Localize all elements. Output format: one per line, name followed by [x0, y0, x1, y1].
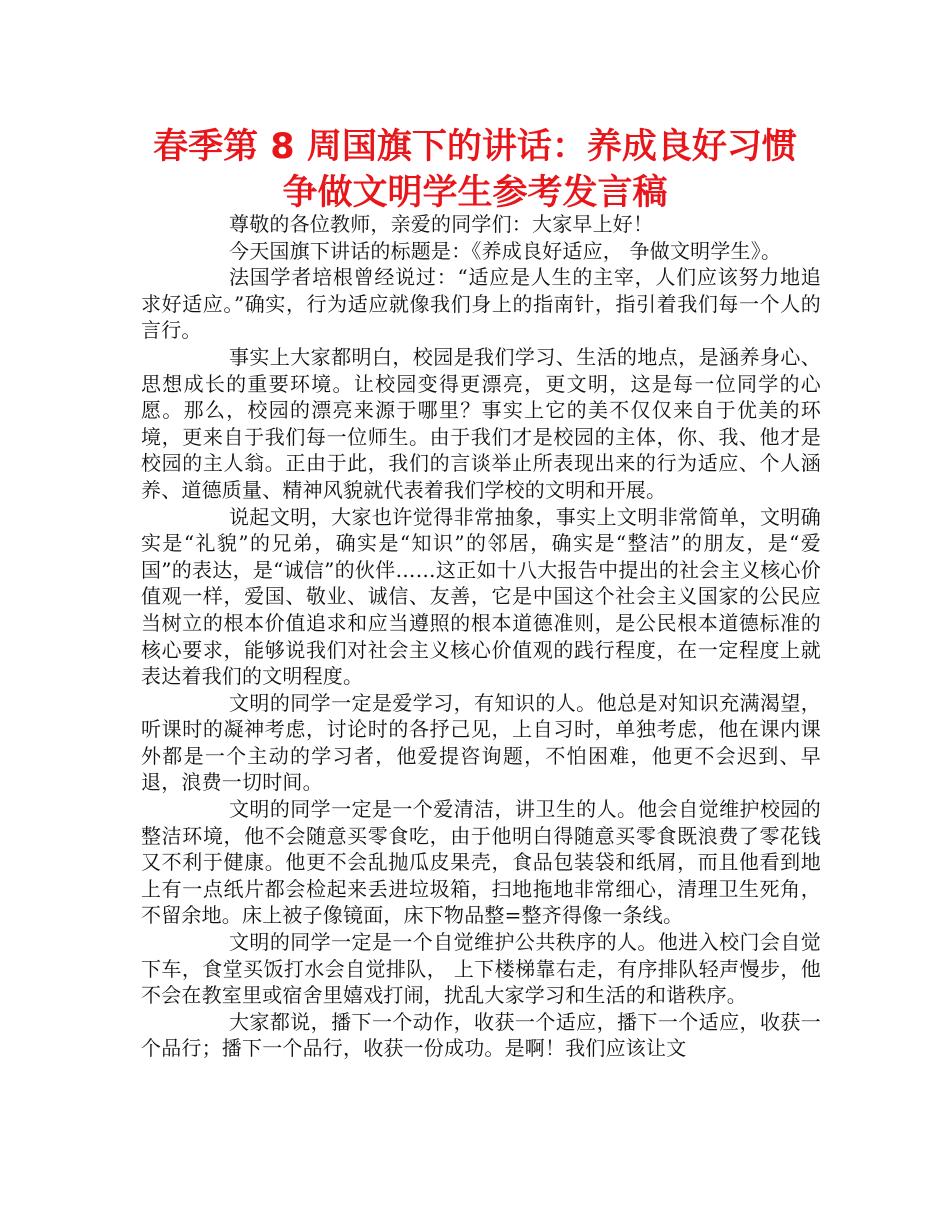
paragraph-hygiene: 文明的同学一定是一个爱清洁，讲卫生的人。他会自觉维护校园的整洁环境，他不会随意买零食吃，由于他明白得随意买零食既浪费了零花钱又不利于健康。他更不会乱抛瓜皮果壳，食品包装袋和纸屑，而且他看到地上有一点纸片都会检起来丢进垃圾箱，扫地拖地非常细心，清理卫生死角，不留余地。床上被子像镜面，床下物品整=整齐得像一条线。 — [141, 797, 821, 928]
paragraph-topic: 今天国旗下讲话的标题是：《养成良好适应， 争做文明学生》。 — [229, 238, 782, 263]
document-title-line-2: 争做文明学生参考发言稿 — [282, 173, 668, 213]
paragraph-study: 文明的同学一定是爱学习，有知识的人。他总是对知识充满渴望， 听课时的凝神考虑，讨论时的各抒己见，上自习时，单独考虑，他在课内课外都是一个主动的学习者，他爱提咨询题，不怕困难，他更不会迟到、早退，浪费一切时间。 — [141, 690, 821, 795]
speech-body — [141, 211, 821, 1062]
paragraph-greeting: 尊敬的各位教师，亲爱的同学们：大家早上好！ — [229, 212, 654, 236]
document-title-line-1: 春季第 8 周国旗下的讲话：养成良好习惯 — [153, 127, 797, 167]
paragraph-campus: 事实上大家都明白，校园是我们学习、生活的地点，是涵养身心、思想成长的重要环境。让校园变得更漂亮，更文明，这是每一位同学的心愿。那么，校园的漂亮来源于哪里？事实上它的美不仅仅来自于优美的环境，更来自于我们每一位师生。由于我们才是校园的主体，你、我、他才是校园的主人翁。正由于此，我们的言谈举止所表现出来的行为适应、个人涵养、道德质量、精神风貌就代表着我们学校的文明和开展。 — [141, 344, 821, 502]
paragraph-civilization: 说起文明，大家也许觉得非常抽象，事实上文明非常简单，文明确实是“礼貌”的兄弟，确实是“知识”的邻居，确实是“整洁”的朋友，是“爱国”的表达，是“诚信”的伙伴……这正如十八大报告中提出的社会主义核心价值观一样，爱国、敬业、诚信、友善，它是中国这个社会主义国家的公民应当树立的根本价值追求和应当遵照的根本道德准则，是公民根本道德标准的核心要求，能够说我们对社会主义核心价值观的践行程度，在一定程度上就表达着我们的文明程度。 — [141, 504, 821, 689]
paragraph-bacon-quote: 法国学者培根曾经说过：“适应是人生的主宰，人们应该努力地追求好适应。”确实，行为适应就像我们身上的指南针，指引着我们每一个人的言行。 — [141, 265, 821, 343]
paragraph-order: 文明的同学一定是一个自觉维护公共秩序的人。他进入校门会自觉下车，食堂买饭打水会自觉排队， 上下楼梯靠右走，有序排队轻声慢步，他不会在教室里或宿舍里嬉戏打闹，扰乱大家学习和生活的和谐秩序。 — [141, 930, 821, 1008]
paragraph-habits: 大家都说，播下一个动作，收获一个适应，播下一个适应，收获一个品行；播下一个品行，收获一份成功。是啊！我们应该让文 — [141, 1009, 821, 1061]
